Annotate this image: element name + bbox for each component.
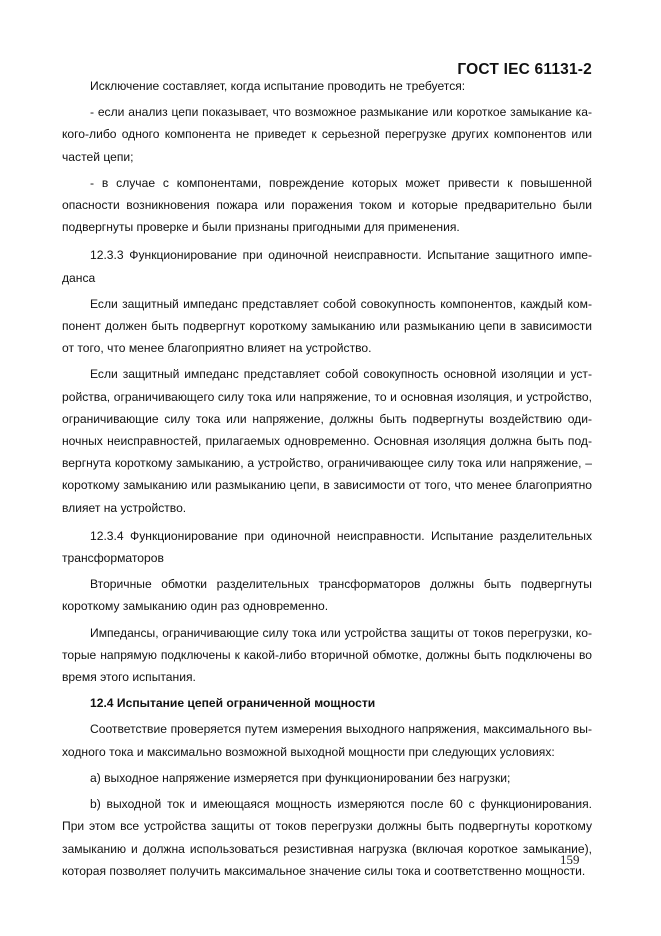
page-number: 159 — [560, 852, 580, 867]
paragraph-12-3-4-a: Вторичные обмотки разделительных трансформаторов должны быть подвергнуты короткому замыканию один раз одновременно. — [62, 577, 592, 614]
paragraph-12-3-3-a: Если защитный импеданс представляет собой совокупность компонентов, каждый компонент должен быть подвергнут короткому замыканию или размыканию цепи в зависимости от того, что менее благоприятно влияет на устройство. — [62, 296, 592, 356]
section-heading-12-4: 12.4 Испытание цепей ограниченной мощности — [90, 696, 376, 711]
paragraph-exception-item-1: - если анализ цепи показывает, что возможное размыкание или короткое замыкание какого-либо одного компонента не приведет к серьезной перегрузке других компонентов или частей цепи; — [62, 105, 592, 164]
section-heading-12-3-3: 12.3.3 Функционирование при одиночной неисправности. Испытание защитного импеданса — [62, 248, 592, 285]
paragraph-12-4-intro: Соответствие проверяется путем измерения выходного напряжения, максимального выходного тока и максимально возможной выходной мощности при следующих условиях: — [62, 722, 592, 759]
paragraph-exception-item-2: - в случае с компонентами, повреждение которых может привести к повышенной опасности возникновения пожара или поражения током и которые предварительно были подвергнуты проверке и были признаны пригодными для применения. — [62, 175, 592, 235]
standard-designation: ГОСТ IEC 61131-2 — [457, 61, 592, 78]
paragraph-exception-intro: Исключение составляет, когда испытание проводить не требуется: — [90, 79, 466, 93]
paragraph-12-4-item-b: b) выходной ток и имеющаяся мощность измеряются после 60 с функционирования. При этом все устройства защиты от токов перегрузки должны быть подвергнуты короткому замыканию и должна использоваться резистивная нагрузка (включая короткое замыкание), которая позволяет получить максимальное значение силы тока и соответственно мощности. — [62, 797, 592, 878]
paragraph-12-3-3-b: Если защитный импеданс представляет собой совокупность основной изоляции и устройства, ограничивающего силу тока или напряжение, то и основная изоляция, и устройство, ограничивающие силу тока или напряжение, должны быть подвергнуты воздействию одиночных неисправностей, прилагаемых одновременно. Основная изоляция должна быть подвергнута короткому замыканию, а устройство, ограничивающее силу тока или напряжение, – короткому замыканию или размыканию цепи, в зависимости от того, что менее благоприятно влияет на устройство. — [62, 367, 592, 515]
page-body — [62, 75, 592, 886]
paragraph-12-4-item-a: a) выходное напряжение измеряется при функционировании без нагрузки; — [90, 770, 511, 785]
section-heading-12-3-4: 12.3.4 Функционирование при одиночной неисправности. Испытание разделительных трансформаторов — [62, 528, 592, 566]
paragraph-12-3-4-b: Импедансы, ограничивающие силу тока или устройства защиты от токов перегрузки, которые напрямую подключены к какой-либо вторичной обмотке, должны быть подключены во время этого испытания. — [62, 625, 592, 685]
